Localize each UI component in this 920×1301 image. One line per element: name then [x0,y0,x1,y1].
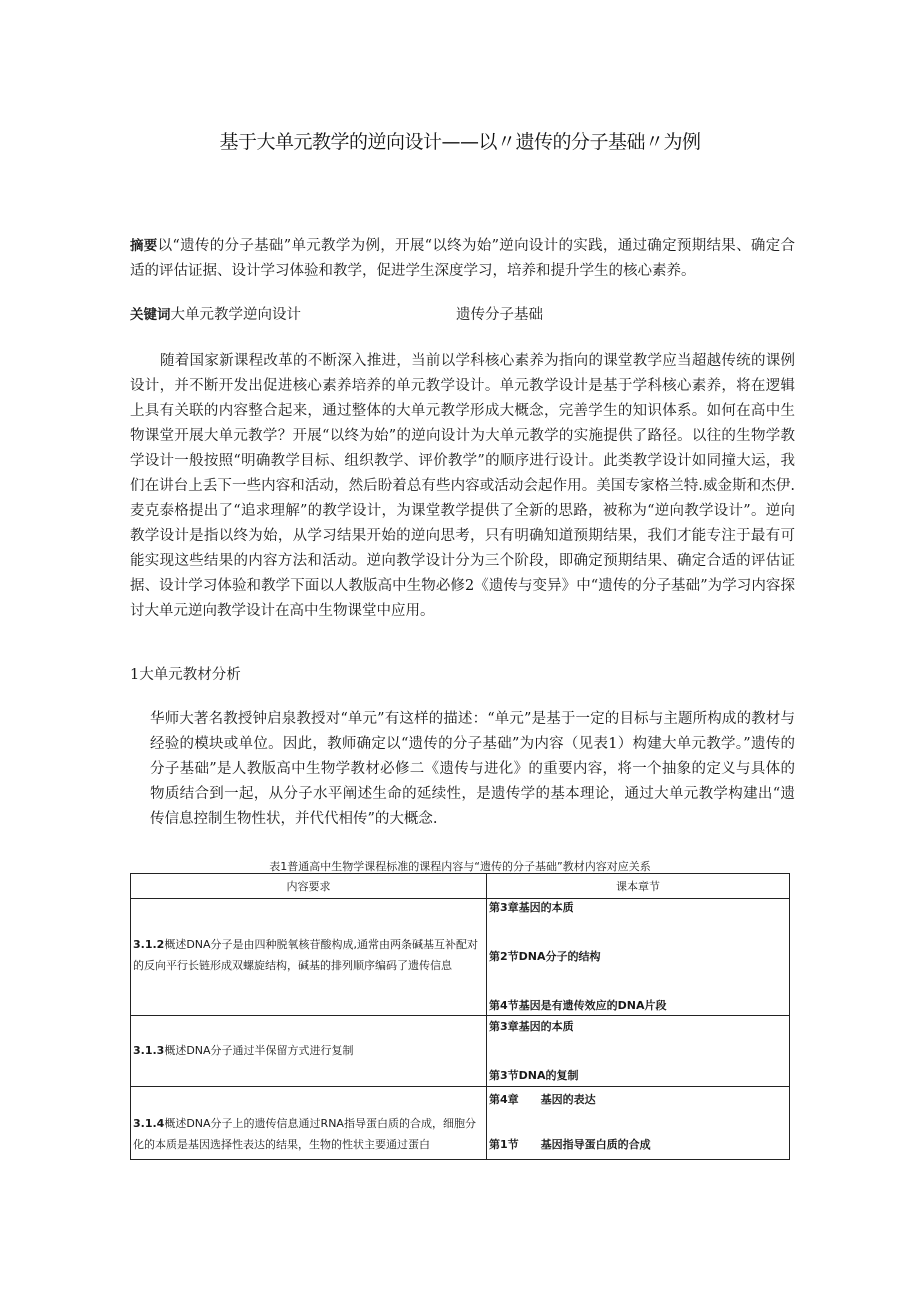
table-header-requirement: 内容要求 [131,874,487,899]
abstract-text: 以“遗传的分子基础”单元教学为例，开展“以终为始”逆向设计的实践，通过确定预期结果、确定合适的评估证据、设计学习体验和教学，促进学生深度学习，培养和提升学生的核心素养。 [130,238,795,279]
keywords-label: 关键词 [130,307,171,323]
intro-paragraph: 随着国家新课程改革的不断深入推进，当前以学科核心素养为指向的课堂教学应当超越传统的课例设计，并不断开发出促进核心素养培养的单元教学设计。单元教学设计是基于学科核心素养，将在逻辑上具有关联的内容整合起来，通过整体的大单元教学形成大概念，完善学生的知识体系。如何在高中生物课堂开展大单元教学？开展“以终为始”的逆向设计为大单元教学的实施提供了路径。以往的生物学教学设计一般按照“明确教学目标、组织教学、评价教学”的顺序进行设计。此类教学设计如同撞大运，我们在讲台上丢下一些内容和活动，然后盼着总有些内容或活动会起作用。美国专家格兰特.威金斯和杰伊.麦克泰格提出了“追求理解”的教学设计，为课堂教学提供了全新的思路，被称为“逆向教学设计”。逆向教学设计是指以终为始，从学习结果开始的逆向思考，只有明确知道预期结果，我们才能专注于最有可能实现这些结果的内容方法和活动。逆向教学设计分为三个阶段，即确定预期结果、确定合适的评估证据、设计学习体验和教学下面以人教版高中生物必修2《遗传与变异》中“遗传的分子基础”为学习内容探讨大单元逆向教学设计在高中生物课堂中应用。 [130,353,795,619]
chapter-line: 第3节DNA的复制 [489,1069,579,1082]
abstract-label: 摘要 [130,238,158,254]
content-table [130,873,790,1160]
chapter-line: 第2节DNA分子的结构 [489,950,601,963]
page-title: 基于大单元教学的逆向设计——以〃遗传的分子基础〃为例 [219,131,701,153]
requirement-cell [131,899,487,1016]
chapter-line: 第1节 基因指导蛋白质的合成 [489,1138,651,1151]
keyword-2: 遗传分子基础 [456,307,543,323]
chapter-line: 第4章 基因的表达 [489,1093,596,1106]
keyword-1: 大单元教学逆向设计 [170,307,301,323]
table-row [131,1016,790,1087]
requirement-number: 3.1.4 [133,1117,165,1130]
keywords [130,303,795,328]
requirement-number: 3.1.2 [133,938,165,951]
requirement-text: 概述DNA分子是由四种脱氧核苷酸构成,通常由两条碱基互补配对的反向平行长链形成双螺旋结构，碱基的排列顺序编码了遗传信息 [133,938,479,972]
chapter-cell [487,1016,790,1087]
chapter-cell [487,899,790,1016]
analysis-paragraph: 华师大著名教授钟启泉教授对“单元”有这样的描述：“单元”是基于一定的目标与主题所构成的教材与经验的模块或单位。因此，教师确定以“遗传的分子基础”为内容（见表1）构建大单元教学。”遗传的分子基础”是人教版高中生物学教材必修二《遗传与进化》的重要内容，将一个抽象的定义与具体的物质结合到一起，从分子水平阐述生命的延续性，是遗传学的基本理论，通过大单元教学构建出“遗传信息控制生物性状，并代代相传”的大概念. [150,711,795,827]
requirement-cell [131,1087,487,1160]
chapter-line: 第3章基因的本质 [489,1020,574,1033]
chapter-line: 第3章基因的本质 [489,901,574,914]
table-row [131,899,790,1016]
table-caption: 表1普通高中生物学课程标准的课程内容与“遗传的分子基础”教材内容对应关系 [269,860,651,873]
chapter-line: 第4节基因是有遗传效应的DNA片段 [489,999,667,1012]
table-row [131,1087,790,1160]
table-header-row [131,874,790,899]
section-heading-1: 1大单元教材分析 [130,667,241,683]
abstract [130,234,795,284]
requirement-text: 概述DNA分子上的遗传信息通过RNA指导蛋白质的合成，细胞分化的本质是基因选择性表达的结果，生物的性状主要通过蛋白 [133,1117,476,1151]
requirement-cell [131,1016,487,1087]
requirement-number: 3.1.3 [133,1044,165,1057]
chapter-cell [487,1087,790,1160]
table-header-chapter: 课本章节 [487,874,790,899]
requirement-text: 概述DNA分子通过半保留方式进行复制 [164,1044,354,1057]
